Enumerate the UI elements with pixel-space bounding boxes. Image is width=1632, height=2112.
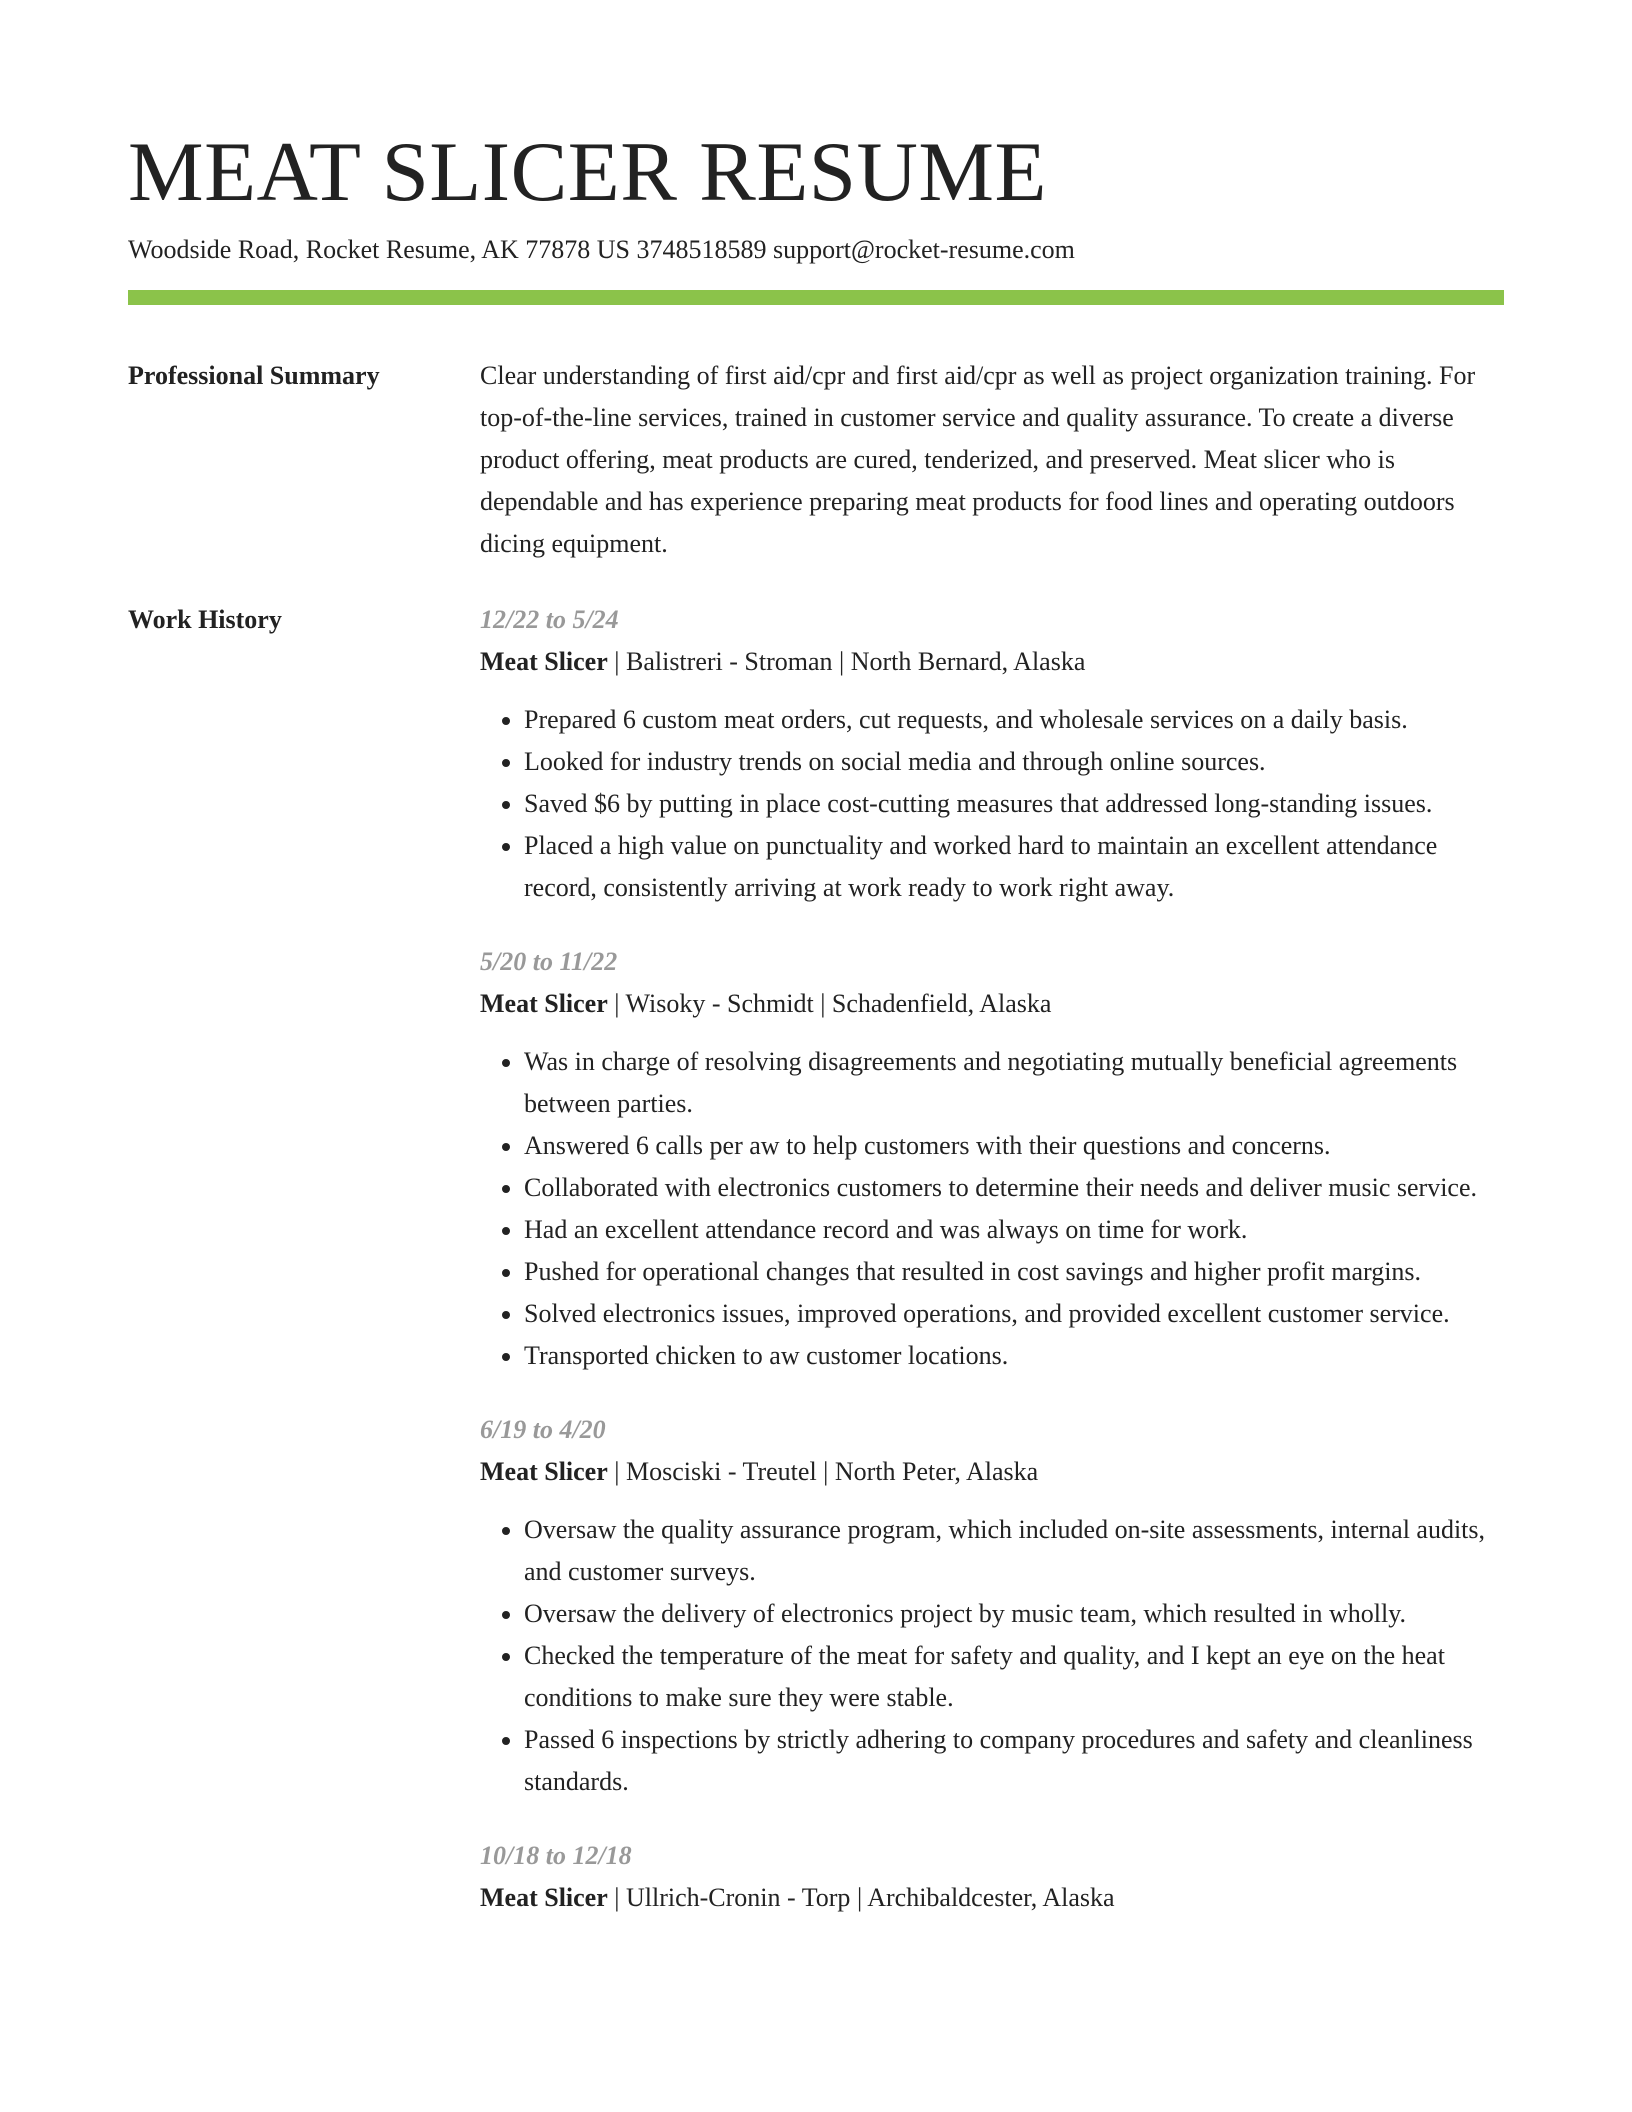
bullet-item: • Prepared 6 custom meat orders, cut requests, and wholesale services on a daily basis. xyxy=(524,699,1504,741)
separator: | xyxy=(832,647,851,676)
separator: | xyxy=(607,989,626,1018)
separator: | xyxy=(816,1457,835,1486)
bullet-item: • Collaborated with electronics customers to determine their needs and deliver music service. xyxy=(524,1167,1504,1209)
bullet-item: • Oversaw the quality assurance program, which included on-site assessments, internal audits, and customer surveys. xyxy=(524,1509,1504,1593)
job-bullets xyxy=(480,1041,1504,1377)
job-location: Archibaldcester, Alaska xyxy=(867,1883,1115,1912)
job-heading xyxy=(480,983,1504,1025)
job-heading xyxy=(480,1451,1504,1493)
job-heading xyxy=(480,1877,1504,1919)
job-entry xyxy=(480,1835,1504,1919)
summary-section xyxy=(128,355,1504,565)
header-divider xyxy=(128,290,1504,305)
bullet-item: • Passed 6 inspections by strictly adhering to company procedures and safety and cleanliness standards. xyxy=(524,1719,1504,1803)
bullet-item: • Oversaw the delivery of electronics project by music team, which resulted in wholly. xyxy=(524,1593,1504,1635)
bullet-item: • Placed a high value on punctuality and worked hard to maintain an excellent attendance record, consistently arriving at work ready to work right away. xyxy=(524,825,1504,909)
separator: | xyxy=(607,1883,626,1912)
resume-title: MEAT SLICER RESUME xyxy=(128,125,1047,219)
job-title: Meat Slicer xyxy=(480,1883,608,1912)
job-dates: 5/20 to 11/22 xyxy=(480,947,618,976)
separator: | xyxy=(607,647,626,676)
work-history-label: Work History xyxy=(128,605,282,634)
bullet-item: • Answered 6 calls per aw to help customers with their questions and concerns. xyxy=(524,1125,1504,1167)
summary-label: Professional Summary xyxy=(128,361,380,390)
summary-text: Clear understanding of first aid/cpr and first aid/cpr as well as project organization training. For top-of-the-line services, trained in customer service and quality assurance. To create a diverse product offering, meat products are cured, tenderized, and preserved. Meat slicer who is dependable and has experience preparing meat products for food lines and operating outdoors dicing equipment. xyxy=(480,361,1476,558)
separator: | xyxy=(607,1457,626,1486)
job-bullets xyxy=(480,1509,1504,1803)
job-location: North Peter, Alaska xyxy=(834,1457,1039,1486)
job-entry xyxy=(480,941,1504,1377)
work-history-body xyxy=(480,599,1504,1919)
contact-line: Woodside Road, Rocket Resume, AK 77878 US 3748518589 support@rocket-resume.com xyxy=(128,235,1075,264)
bullet-item: • Solved electronics issues, improved operations, and provided excellent customer service. xyxy=(524,1293,1504,1335)
job-title: Meat Slicer xyxy=(480,1457,608,1486)
job-entry xyxy=(480,1409,1504,1803)
summary-body xyxy=(480,355,1504,565)
separator: | xyxy=(850,1883,868,1912)
job-dates: 10/18 to 12/18 xyxy=(480,1841,632,1870)
job-company: Balistreri - Stroman xyxy=(625,647,833,676)
bullet-item: • Pushed for operational changes that resulted in cost savings and higher profit margins. xyxy=(524,1251,1504,1293)
job-company: Wisoky - Schmidt xyxy=(625,989,814,1018)
bullet-item: • Saved $6 by putting in place cost-cutting measures that addressed long-standing issues. xyxy=(524,783,1504,825)
job-dates: 6/19 to 4/20 xyxy=(480,1415,606,1444)
job-company: Mosciski - Treutel xyxy=(625,1457,817,1486)
bullet-item: • Transported chicken to aw customer locations. xyxy=(524,1335,1504,1377)
job-location: North Bernard, Alaska xyxy=(850,647,1086,676)
bullet-item: • Was in charge of resolving disagreements and negotiating mutually beneficial agreements between parties. xyxy=(524,1041,1504,1125)
work-history-section xyxy=(128,599,1504,1919)
resume-page xyxy=(128,0,1504,1919)
job-heading xyxy=(480,641,1504,683)
job-entry xyxy=(480,599,1504,909)
bullet-item: • Checked the temperature of the meat for safety and quality, and I kept an eye on the heat conditions to make sure they were stable. xyxy=(524,1635,1504,1719)
separator: | xyxy=(813,989,832,1018)
bullet-item: • Looked for industry trends on social media and through online sources. xyxy=(524,741,1504,783)
bullet-item: • Had an excellent attendance record and was always on time for work. xyxy=(524,1209,1504,1251)
job-company: Ullrich-Cronin - Torp xyxy=(625,1883,851,1912)
job-title: Meat Slicer xyxy=(480,647,608,676)
job-location: Schadenfield, Alaska xyxy=(831,989,1052,1018)
job-bullets xyxy=(480,699,1504,909)
job-dates: 12/22 to 5/24 xyxy=(480,605,619,634)
job-title: Meat Slicer xyxy=(480,989,608,1018)
